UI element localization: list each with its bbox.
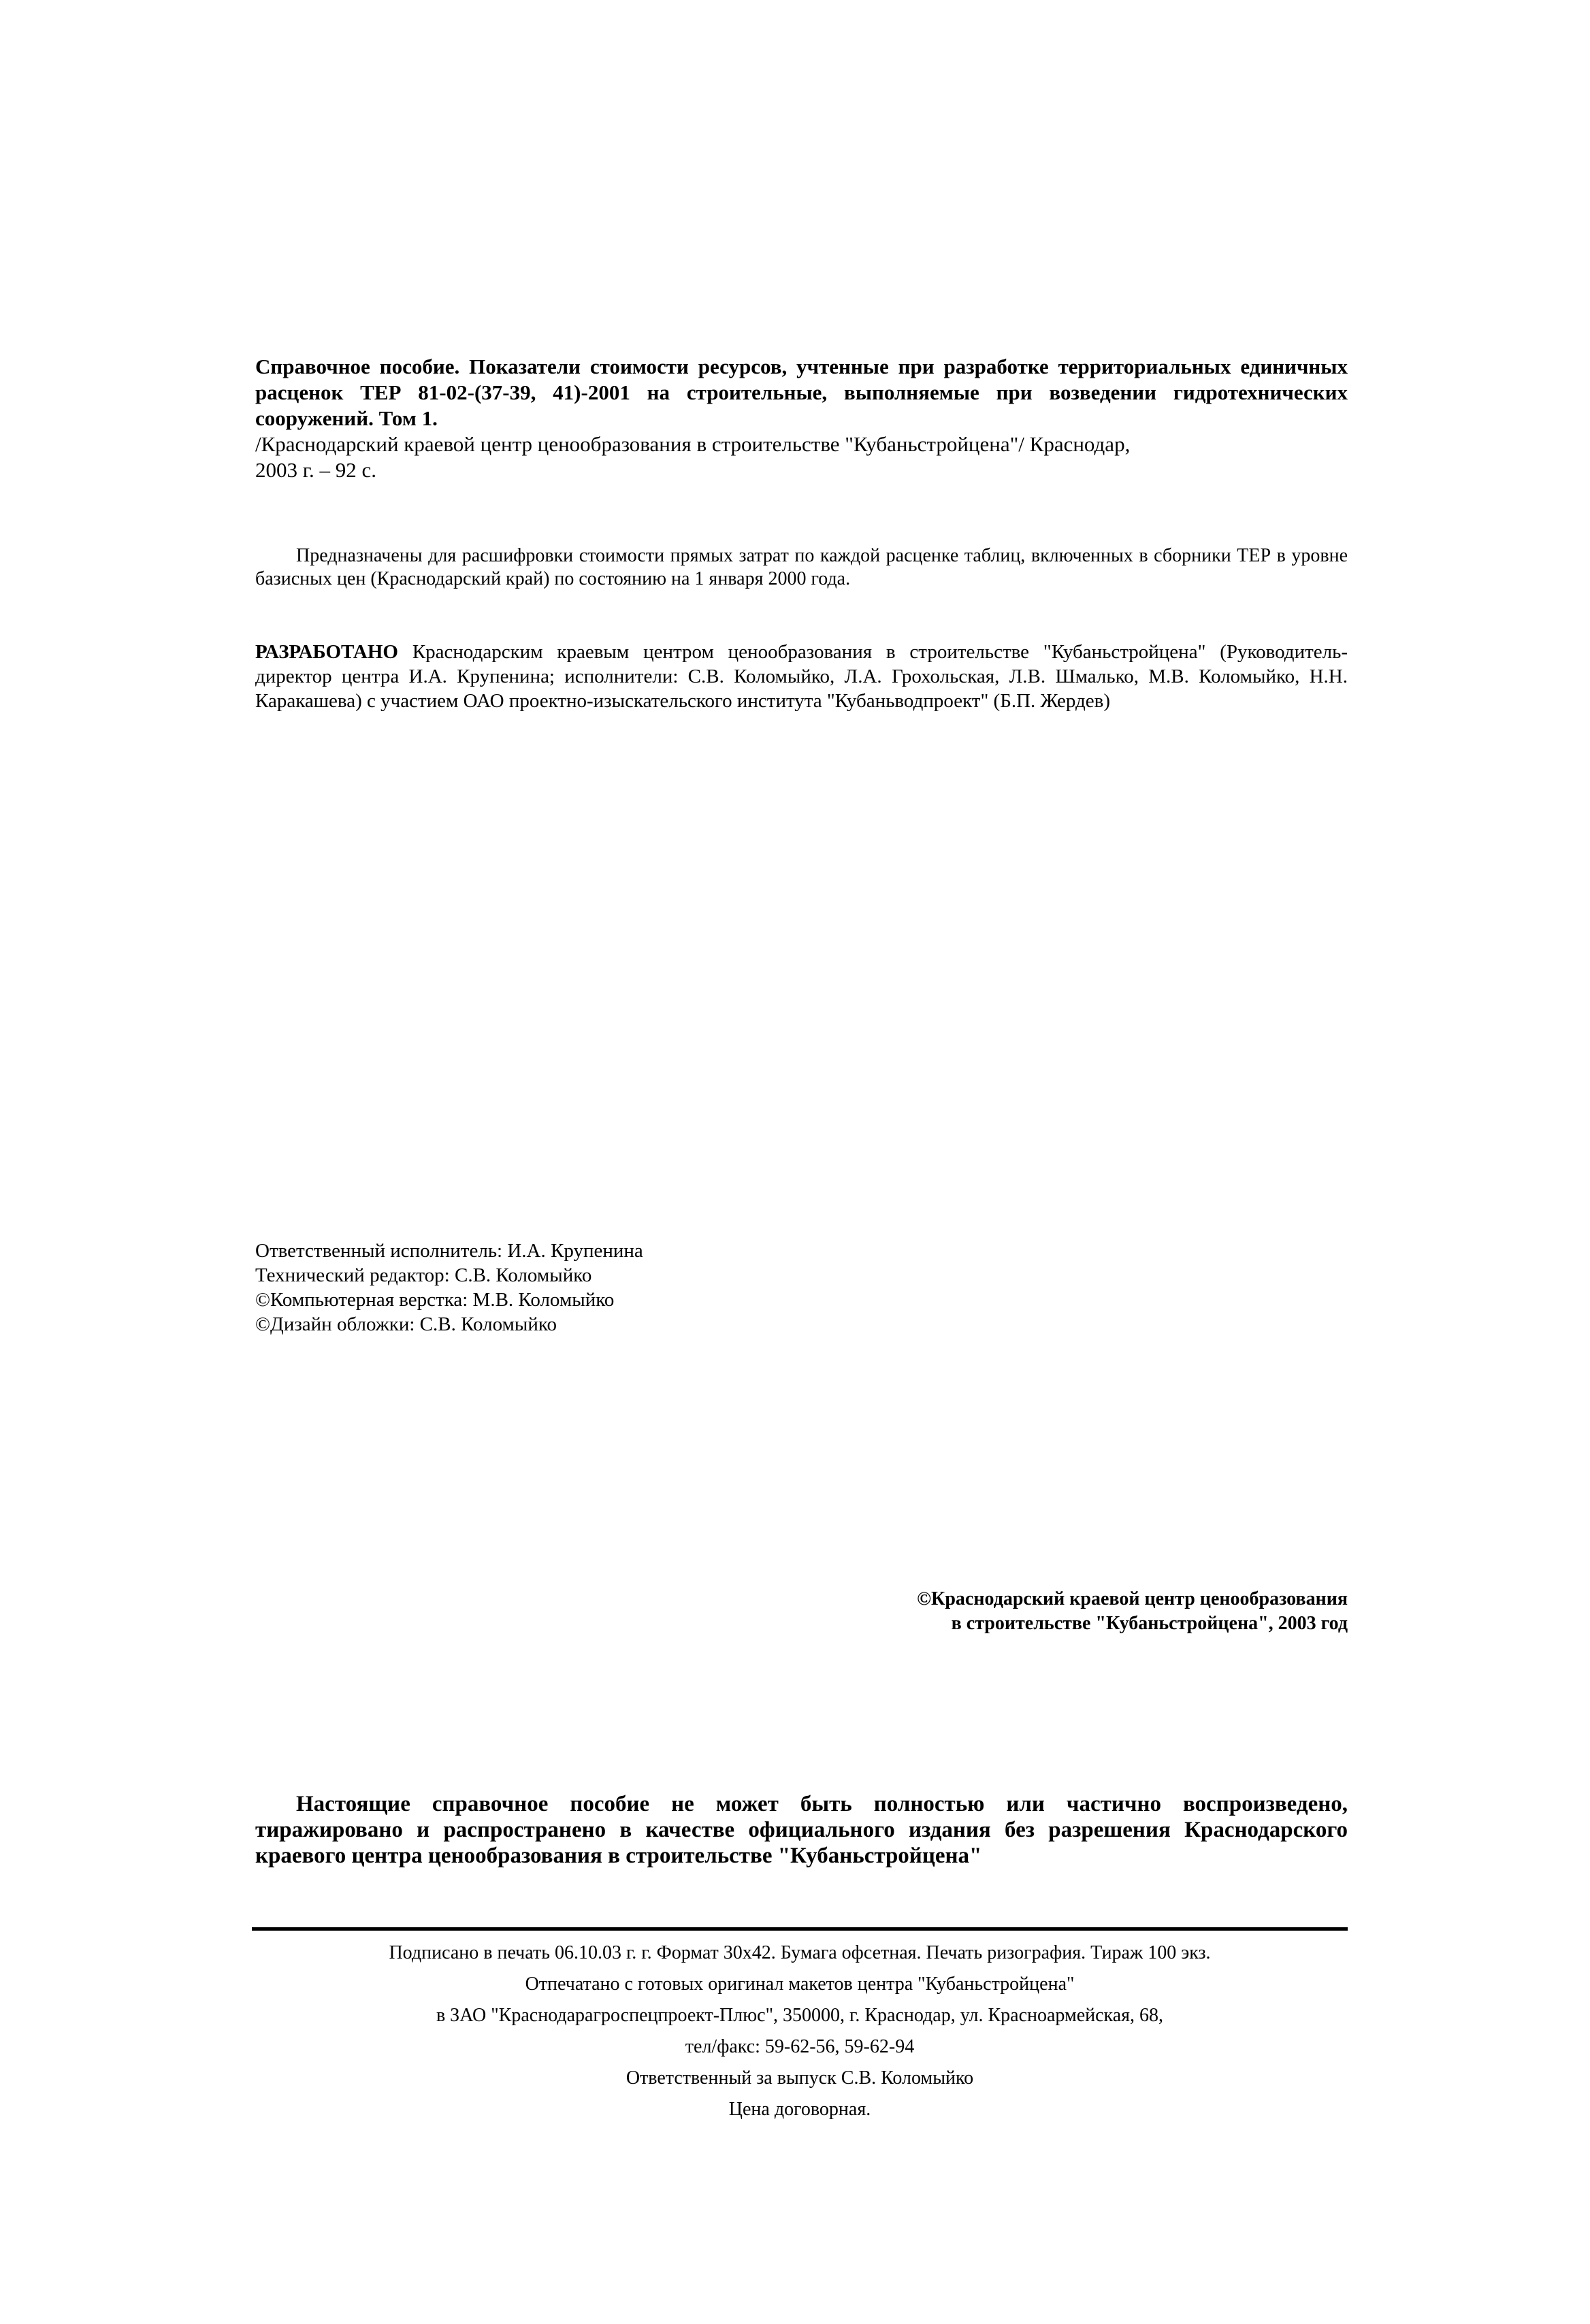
- document-title: Справочное пособие. Показатели стоимости ресурсов, учтенные при разработке территориальных единичных расценок ТЕР 81-02-(37-39, 41)-2001 на строительные, выполняемые при возведении гидротехнических сооружений. Том 1.: [255, 355, 1348, 430]
- copyright-line: ©Краснодарский краевой центр ценообразования: [917, 1588, 1348, 1609]
- bibliographic-record: [255, 354, 1348, 483]
- imprint-line: Отпечатано с готовых оригинал макетов центра "Кубаньстройцена": [525, 1974, 1075, 1995]
- developed-label: РАЗРАБОТАНО: [255, 641, 398, 663]
- imprint-line: в ЗАО "Краснодарагроспецпроект-Плюс", 350000, г. Краснодар, ул. Красноармейская, 68,: [436, 2005, 1164, 2026]
- credits-list: [255, 1239, 1348, 1337]
- imprint-line: тел/факс: 59-62-56, 59-62-94: [685, 2036, 915, 2057]
- copyright-notice: [735, 1587, 1348, 1636]
- copyright-line: в строительстве "Кубаньстройцена", 2003 год: [951, 1613, 1348, 1634]
- credit-line: Технический редактор: С.В. Коломыйко: [255, 1264, 592, 1286]
- imprint-block: [252, 1937, 1348, 2125]
- reproduction-notice: Настоящие справочное пособие не может быть полностью или частично воспроизведено, тиражировано и распространено в качестве официального издания без разрешения Краснодарского краевого центра ценообразования в строительстве "Кубаньстройцена": [255, 1792, 1348, 1868]
- imprint-line: Цена договорная.: [728, 2099, 871, 2120]
- developed-by-paragraph: [255, 640, 1348, 713]
- credit-line: Ответственный исполнитель: И.А. Крупенина: [255, 1240, 643, 1262]
- credit-line: ©Компьютерная верстка: М.В. Коломыйко: [255, 1289, 615, 1311]
- year-pages: 2003 г. – 92 с.: [255, 458, 376, 482]
- developed-text: Краснодарским краевым центром ценообразования в строительстве "Кубаньстройцена" (Руководитель- директор центра И.А. Крупенина; исполнители: С.В. Коломыйко, Л.А. Грохольская, Л.В. Шмалько, М.В. Коломыйко, Н.Н. Каракашева) с участием ОАО проектно-изыскательского института "Кубаньводпроект" (Б.П. Жердев): [255, 641, 1348, 712]
- purpose-paragraph: Предназначены для расшифровки стоимости прямых затрат по каждой расценке таблиц, включенных в сборники ТЕР в уровне базисных цен (Краснодарский край) по состоянию на 1 января 2000 года.: [255, 545, 1348, 589]
- imprint-line: Подписано в печать 06.10.03 г. г. Формат 30х42. Бумага офсетная. Печать ризография. Тираж 100 экз.: [389, 1942, 1211, 1963]
- publisher-line: /Краснодарский краевой центр ценообразования в строительстве "Кубаньстройцена"/ Краснодар,: [255, 432, 1131, 456]
- divider-rule: [252, 1927, 1348, 1931]
- credit-line: ©Дизайн обложки: С.В. Коломыйко: [255, 1313, 557, 1335]
- imprint-line: Ответственный за выпуск С.В. Коломыйко: [626, 2067, 974, 2089]
